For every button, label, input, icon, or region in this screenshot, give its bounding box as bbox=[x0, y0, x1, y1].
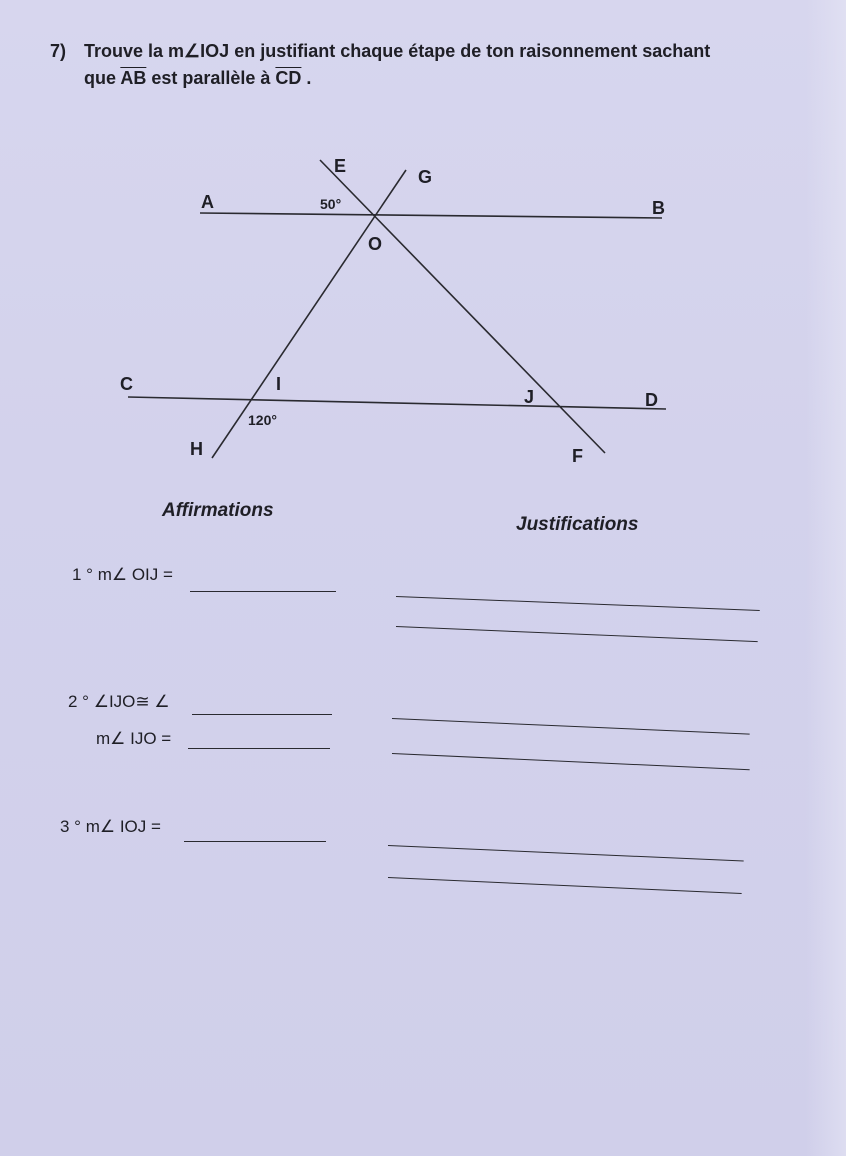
affirmations-heading: Affirmations bbox=[162, 500, 274, 521]
segment-ab: $\overline{AB}$ bbox=[120, 68, 147, 88]
question-text-part: . bbox=[301, 68, 312, 88]
line-ab bbox=[200, 213, 662, 218]
statement-2a: 2 ° ∠IJO≅ ∠ bbox=[68, 692, 170, 711]
transversal-ef bbox=[320, 160, 605, 453]
angle-label-50: 50° bbox=[320, 196, 342, 212]
justification-line-2a[interactable] bbox=[392, 718, 750, 735]
label-h: H bbox=[190, 439, 203, 459]
label-e: E bbox=[334, 156, 347, 176]
label-c: C bbox=[120, 374, 133, 394]
label-f: F bbox=[572, 446, 583, 466]
answer-blank-1[interactable] bbox=[190, 591, 336, 592]
angle-label-120: 120° bbox=[248, 412, 277, 428]
statement-1: 1 ° m∠ OIJ = bbox=[72, 565, 173, 584]
question-number: 7) bbox=[50, 41, 67, 61]
question-text-part: est parallèle à bbox=[146, 68, 276, 88]
line-cd bbox=[128, 397, 666, 409]
label-d: D bbox=[645, 390, 658, 410]
answer-blank-3[interactable] bbox=[184, 841, 326, 842]
label-j: J bbox=[524, 387, 535, 407]
label-b: B bbox=[652, 198, 665, 218]
answer-blank-2a[interactable] bbox=[192, 714, 332, 715]
statement-2b: m∠ IJO = bbox=[96, 729, 172, 748]
justification-line-3a[interactable] bbox=[388, 845, 744, 862]
label-g: G bbox=[418, 167, 433, 187]
statement-3: 3 ° m∠ IOJ = bbox=[60, 817, 161, 836]
segment-cd: $\overline{CD}$ bbox=[275, 68, 302, 88]
question-text-part: en justifiant chaque étape de ton raisonnement sachant bbox=[229, 41, 711, 61]
geometry-figure bbox=[0, 0, 846, 520]
justification-line-1b[interactable] bbox=[396, 626, 758, 642]
answer-blank-2b[interactable] bbox=[188, 748, 330, 749]
justification-line-3b[interactable] bbox=[388, 877, 742, 894]
justifications-heading: Justifications bbox=[516, 514, 639, 535]
justification-line-2b[interactable] bbox=[392, 753, 750, 770]
question-text-part: que bbox=[84, 68, 121, 88]
label-a: A bbox=[201, 192, 214, 212]
justification-line-1a[interactable] bbox=[396, 596, 760, 611]
label-i: I bbox=[276, 374, 282, 394]
angle-notation: ∠IOJ bbox=[184, 41, 230, 61]
label-o: O bbox=[368, 234, 383, 254]
question-text-part: Trouve la m bbox=[84, 41, 185, 61]
